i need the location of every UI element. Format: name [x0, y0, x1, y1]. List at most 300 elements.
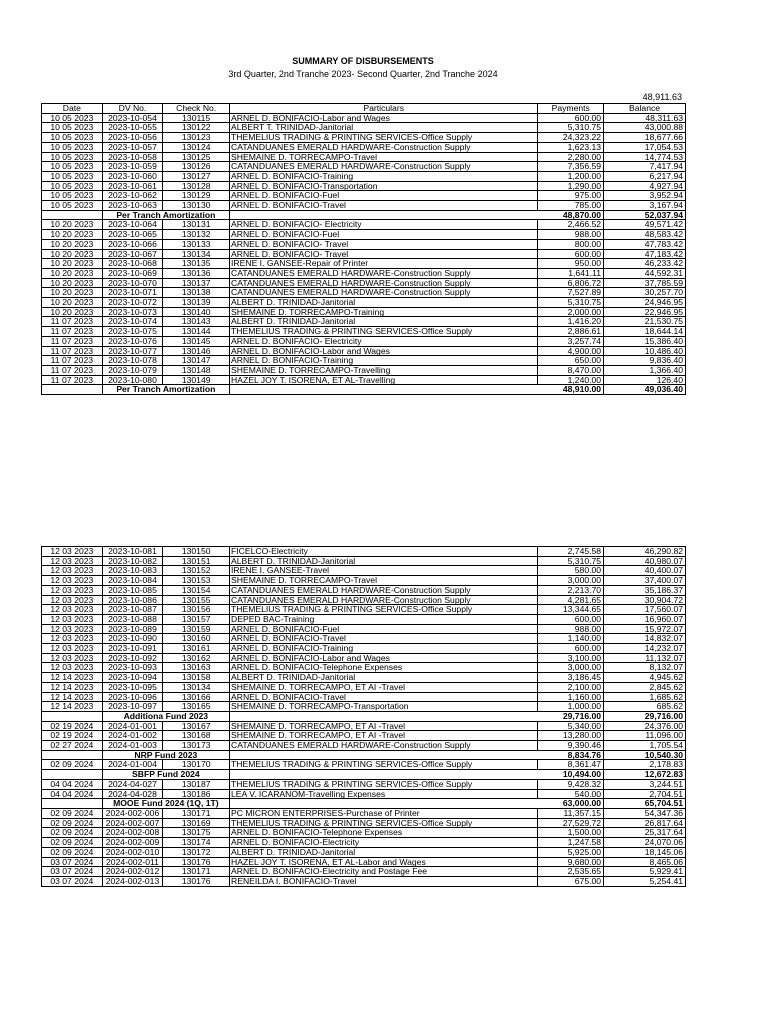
balance-cell: 26,817.64 [604, 818, 686, 828]
payment-cell: 9,428.32 [538, 779, 604, 789]
particulars-cell: ARNEL D. BONIFACIO-Travel [230, 634, 538, 644]
date-cell: 04 04 2024 [42, 779, 103, 789]
table-row [42, 220, 686, 230]
particulars-cell: ALBERT D. TRINIDAD-Janitorial [230, 847, 538, 857]
date-cell: 12 03 2023 [42, 624, 103, 634]
check-number-cell: 130154 [163, 585, 230, 595]
particulars-cell: FICELCO-Electricity [230, 547, 538, 557]
dv-number-cell: 2024-01-001 [102, 721, 163, 731]
table-row [42, 239, 686, 249]
balance-cell: 48,583.42 [604, 230, 686, 240]
check-number-cell: 130162 [163, 653, 230, 663]
check-number-cell: 130173 [163, 741, 230, 751]
particulars-cell: ARNEL D. BONIFACIO-Labor and Wages [230, 113, 538, 123]
table-row [42, 663, 686, 673]
date-cell: 10 20 2023 [42, 268, 103, 278]
balance-cell: 3,167.94 [604, 201, 686, 211]
balance-cell: 17,560.07 [604, 605, 686, 615]
balance-cell: 18,677.66 [604, 133, 686, 143]
date-cell: 12 14 2023 [42, 682, 103, 692]
check-number-cell: 130151 [163, 556, 230, 566]
date-cell: 12 14 2023 [42, 692, 103, 702]
balance-cell: 22,946.95 [604, 307, 686, 317]
empty-cell [42, 711, 103, 721]
date-cell: 12 03 2023 [42, 644, 103, 654]
dv-number-cell: 2023-10-083 [102, 566, 163, 576]
check-number-cell: 130128 [163, 181, 230, 191]
date-cell: 10 05 2023 [42, 162, 103, 172]
dv-number-cell: 2023-10-086 [102, 595, 163, 605]
particulars-cell: ALBERT D. TRINIDAD-Janitorial [230, 298, 538, 308]
particulars-cell: RENEILDA I. BONIFACIO-Travel [230, 876, 538, 886]
dv-number-cell: 2024-01-003 [102, 741, 163, 751]
dv-number-cell: 2023-10-064 [102, 220, 163, 230]
dv-number-cell: 2023-10-097 [102, 702, 163, 712]
balance-cell: 37,400.07 [604, 576, 686, 586]
table-row [42, 171, 686, 181]
check-number-cell: 130143 [163, 317, 230, 327]
particulars-cell: ARNEL D. BONIFACIO-Telephone Expenses [230, 828, 538, 838]
particulars-cell: ARNEL D. BONIFACIO-Training [230, 171, 538, 181]
date-cell: 02 09 2024 [42, 828, 103, 838]
date-cell: 12 03 2023 [42, 634, 103, 644]
check-number-cell: 130129 [163, 191, 230, 201]
particulars-cell: CATANDUANES EMERALD HARDWARE-Construction Supply [230, 162, 538, 172]
date-cell: 12 03 2023 [42, 595, 103, 605]
dv-number-cell: 2024-002-009 [102, 838, 163, 848]
dv-number-cell: 2023-10-060 [102, 171, 163, 181]
payment-cell: 3,257.74 [538, 336, 604, 346]
date-cell: 11 07 2023 [42, 375, 103, 385]
col-header-balance: Balance [604, 104, 686, 114]
summary-row [42, 385, 686, 395]
dv-number-cell: 2024-01-002 [102, 731, 163, 741]
check-number-cell: 130155 [163, 595, 230, 605]
date-cell: 12 03 2023 [42, 547, 103, 557]
table-row [42, 365, 686, 375]
payment-cell: 675.00 [538, 876, 604, 886]
dv-number-cell: 2023-10-085 [102, 585, 163, 595]
table-row [42, 838, 686, 848]
empty-cell [42, 750, 103, 760]
particulars-cell: SHEMAINE D. TORRECAMPO, ET AI -Travel [230, 721, 538, 731]
payment-cell: 2,886.61 [538, 327, 604, 337]
dv-number-cell: 2023-10-063 [102, 201, 163, 211]
report-title: SUMMARY OF DISBURSEMENTS [292, 56, 434, 66]
balance-cell: 2,704.51 [604, 789, 686, 799]
payment-cell: 2,213.70 [538, 585, 604, 595]
balance-cell: 18,644.14 [604, 327, 686, 337]
check-number-cell: 130139 [163, 298, 230, 308]
particulars-cell: SHEMAINE D. TORRECAMPO-Travel [230, 576, 538, 586]
particulars-cell: ARNEL D. BONIFACIO-Fuel [230, 624, 538, 634]
dv-number-cell: 2023-10-087 [102, 605, 163, 615]
check-number-cell: 130176 [163, 857, 230, 867]
date-cell: 12 03 2023 [42, 576, 103, 586]
dv-number-cell: 2024-002-006 [102, 808, 163, 818]
dv-number-cell: 2023-10-068 [102, 259, 163, 269]
table-row [42, 336, 686, 346]
table-row [42, 181, 686, 191]
balance-cell: 18,145.06 [604, 847, 686, 857]
table-row [42, 673, 686, 683]
balance-cell: 14,774.53 [604, 152, 686, 162]
balance-cell: 49,571.42 [604, 220, 686, 230]
table-row [42, 566, 686, 576]
table-row [42, 614, 686, 624]
particulars-cell: ALBERT D. TRINIDAD-Janitorial [230, 556, 538, 566]
balance-cell: 40,400.07 [604, 566, 686, 576]
check-number-cell: 130172 [163, 847, 230, 857]
payment-cell: 1,200.00 [538, 171, 604, 181]
check-number-cell: 130138 [163, 288, 230, 298]
check-number-cell: 130145 [163, 336, 230, 346]
table-row [42, 298, 686, 308]
check-number-cell: 130127 [163, 171, 230, 181]
balance-cell: 15,386.40 [604, 336, 686, 346]
payment-cell: 950.00 [538, 259, 604, 269]
summary-balance: 49,036.40 [604, 385, 686, 395]
dv-number-cell: 2023-10-069 [102, 268, 163, 278]
balance-cell: 1,366.40 [604, 365, 686, 375]
table-row [42, 644, 686, 654]
particulars-cell: THEMELIUS TRADING & PRINTING SERVICES-Office Supply [230, 779, 538, 789]
dv-number-cell: 2023-10-075 [102, 327, 163, 337]
table-row [42, 268, 686, 278]
balance-cell: 15,972.07 [604, 624, 686, 634]
table-row [42, 585, 686, 595]
col-header-payments: Payments [538, 104, 604, 114]
date-cell: 02 19 2024 [42, 721, 103, 731]
table-row [42, 152, 686, 162]
balance-cell: 3,952.94 [604, 191, 686, 201]
payment-cell: 7,356.59 [538, 162, 604, 172]
dv-number-cell: 2023-10-074 [102, 317, 163, 327]
check-number-cell: 130161 [163, 644, 230, 654]
dv-number-cell: 2023-10-084 [102, 576, 163, 586]
particulars-cell: ARNEL D. BONIFACIO-Telephone Expenses [230, 663, 538, 673]
payment-cell: 3,000.00 [538, 576, 604, 586]
payment-cell: 988.00 [538, 624, 604, 634]
check-number-cell: 130125 [163, 152, 230, 162]
particulars-cell: CATANDUANES EMERALD HARDWARE-Construction Supply [230, 288, 538, 298]
summary-label: Per Tranch Amortization [102, 385, 229, 395]
payment-cell: 540.00 [538, 789, 604, 799]
summary-amount: 8,834.76 [230, 750, 604, 760]
empty-cell [42, 210, 103, 220]
payment-cell: 600.00 [538, 614, 604, 624]
balance-cell: 46,290.82 [604, 547, 686, 557]
check-number-cell: 130174 [163, 838, 230, 848]
balance-cell: 14,232.07 [604, 644, 686, 654]
summary-amount: 10,494.00 [230, 770, 604, 780]
particulars-cell: IRENE I. GANSEE-Repair of Printer [230, 259, 538, 269]
summary-amount: 48,910.00 [230, 385, 604, 395]
date-cell: 11 07 2023 [42, 356, 103, 366]
payment-cell: 27,529.72 [538, 818, 604, 828]
check-number-cell: 130133 [163, 239, 230, 249]
particulars-cell: ALBERT D. TRINIDAD-Janitorial [230, 317, 538, 327]
check-number-cell: 130169 [163, 818, 230, 828]
check-number-cell: 130124 [163, 142, 230, 152]
balance-cell: 48,311.63 [604, 113, 686, 123]
dv-number-cell: 2023-10-058 [102, 152, 163, 162]
payment-cell: 800.00 [538, 239, 604, 249]
particulars-cell: ALBERT T. TRINIDAD-Janitorial [230, 123, 538, 133]
balance-cell: 126.40 [604, 375, 686, 385]
check-number-cell: 130187 [163, 779, 230, 789]
particulars-cell: SHEMAINE D. TORRECAMPO-Travelling [230, 365, 538, 375]
table-row [42, 634, 686, 644]
table-row [42, 278, 686, 288]
date-cell: 10 05 2023 [42, 171, 103, 181]
payment-cell: 2,745.58 [538, 547, 604, 557]
dv-number-cell: 2023-10-077 [102, 346, 163, 356]
balance-cell: 24,376.00 [604, 721, 686, 731]
dv-number-cell: 2023-10-078 [102, 356, 163, 366]
particulars-cell: PC MICRON ENTERPRISES-Purchase of Printer [230, 808, 538, 818]
dv-number-cell: 2023-10-059 [102, 162, 163, 172]
col-header-particulars: Particulars [230, 104, 538, 114]
payment-cell: 2,280.00 [538, 152, 604, 162]
particulars-cell: SHEMAINE D. TORRECAMPO, ET AI -Travel [230, 682, 538, 692]
particulars-cell: ARNEL D. BONIFACIO- Travel [230, 249, 538, 259]
check-number-cell: 130135 [163, 259, 230, 269]
empty-cell [42, 770, 103, 780]
summary-label: SBFP Fund 2024 [102, 770, 229, 780]
report-subtitle: 3rd Quarter, 2nd Tranche 2023- Second Quarter, 2nd Tranche 2024 [228, 69, 498, 79]
check-number-cell: 130165 [163, 702, 230, 712]
particulars-cell: SHEMAINE D. TORRECAMPO, ET AI -Travel [230, 731, 538, 741]
date-cell: 12 03 2023 [42, 663, 103, 673]
date-cell: 10 20 2023 [42, 298, 103, 308]
check-number-cell: 130126 [163, 162, 230, 172]
dv-number-cell: 2023-10-070 [102, 278, 163, 288]
date-cell: 10 05 2023 [42, 181, 103, 191]
particulars-cell: ARNEL D. BONIFACIO-Transportation [230, 181, 538, 191]
date-cell: 02 09 2024 [42, 808, 103, 818]
date-cell: 03 07 2024 [42, 867, 103, 877]
summary-row [42, 770, 686, 780]
empty-cell [42, 799, 103, 809]
payment-cell: 1,000.00 [538, 702, 604, 712]
payment-cell: 1,240.00 [538, 375, 604, 385]
date-cell: 10 05 2023 [42, 152, 103, 162]
check-number-cell: 130131 [163, 220, 230, 230]
col-header-date: Date [42, 104, 103, 114]
table-row [42, 307, 686, 317]
date-cell: 10 05 2023 [42, 113, 103, 123]
check-number-cell: 130147 [163, 356, 230, 366]
table-row [42, 259, 686, 269]
date-cell: 10 05 2023 [42, 133, 103, 143]
payment-cell: 600.00 [538, 644, 604, 654]
dv-number-cell: 2024-002-013 [102, 876, 163, 886]
payment-cell: 1,623.13 [538, 142, 604, 152]
payment-cell: 4,900.00 [538, 346, 604, 356]
table-row [42, 847, 686, 857]
date-cell: 10 20 2023 [42, 249, 103, 259]
date-cell: 10 20 2023 [42, 307, 103, 317]
payment-cell: 988.00 [538, 230, 604, 240]
particulars-cell: THEMELIUS TRADING & PRINTING SERVICES-Office Supply [230, 605, 538, 615]
table-row [42, 857, 686, 867]
summary-balance: 10,540.30 [604, 750, 686, 760]
payment-cell: 600.00 [538, 113, 604, 123]
particulars-cell: ARNEL D. BONIFACIO- Travel [230, 239, 538, 249]
table-row [42, 113, 686, 123]
check-number-cell: 130175 [163, 828, 230, 838]
balance-cell: 47,183.42 [604, 249, 686, 259]
date-cell: 12 03 2023 [42, 556, 103, 566]
table-row [42, 605, 686, 615]
summary-label: NRP Fund 2023 [102, 750, 229, 760]
check-number-cell: 130153 [163, 576, 230, 586]
summary-label: MOOE Fund 2024 (1Q, 1T) [102, 799, 229, 809]
opening-balance: 48,911.63 [642, 92, 682, 102]
dv-number-cell: 2023-10-079 [102, 365, 163, 375]
summary-row [42, 210, 686, 220]
payment-cell: 1,160.00 [538, 692, 604, 702]
disbursement-table-2 [41, 546, 686, 887]
empty-cell [42, 385, 103, 395]
dv-number-cell: 2023-10-066 [102, 239, 163, 249]
particulars-cell: ARNEL D. BONIFACIO-Electricity and Postage Fee [230, 867, 538, 877]
balance-cell: 47,783.42 [604, 239, 686, 249]
particulars-cell: ARNEL D. BONIFACIO-Training [230, 356, 538, 366]
payment-cell: 24,323.22 [538, 133, 604, 143]
check-number-cell: 130152 [163, 566, 230, 576]
particulars-cell: SHEMAINE D. TORRECAMPO-Travel [230, 152, 538, 162]
particulars-cell: ALBERT D. TRINIDAD-Janitorial [230, 673, 538, 683]
dv-number-cell: 2023-10-073 [102, 307, 163, 317]
balance-cell: 37,785.59 [604, 278, 686, 288]
date-cell: 10 05 2023 [42, 201, 103, 211]
payment-cell: 2,000.00 [538, 307, 604, 317]
check-number-cell: 130159 [163, 624, 230, 634]
check-number-cell: 130156 [163, 605, 230, 615]
date-cell: 11 07 2023 [42, 317, 103, 327]
balance-cell: 9,836.40 [604, 356, 686, 366]
summary-label: Per Tranch Amortization [102, 210, 229, 220]
table-row [42, 808, 686, 818]
table-row [42, 133, 686, 143]
payment-cell: 2,466.52 [538, 220, 604, 230]
particulars-cell: THEMELIUS TRADING & PRINTING SERVICES-Office Supply [230, 760, 538, 770]
date-cell: 10 20 2023 [42, 278, 103, 288]
particulars-cell: ARNEL D. BONIFACIO-Labor and Wages [230, 346, 538, 356]
table-row [42, 867, 686, 877]
payment-cell: 5,310.75 [538, 556, 604, 566]
check-number-cell: 130134 [163, 682, 230, 692]
dv-number-cell: 2024-002-008 [102, 828, 163, 838]
balance-cell: 46,233.42 [604, 259, 686, 269]
payment-cell: 8,470.00 [538, 365, 604, 375]
balance-cell: 17,054.53 [604, 142, 686, 152]
check-number-cell: 130148 [163, 365, 230, 375]
date-cell: 10 05 2023 [42, 123, 103, 133]
payment-cell: 2,535.65 [538, 867, 604, 877]
particulars-cell: HAZEL JOY T. ISORENA, ET AL-Labor and Wages [230, 857, 538, 867]
date-cell: 11 07 2023 [42, 336, 103, 346]
check-number-cell: 130163 [163, 663, 230, 673]
table-row [42, 702, 686, 712]
table-row [42, 818, 686, 828]
table-row [42, 142, 686, 152]
dv-number-cell: 2023-10-096 [102, 692, 163, 702]
particulars-cell: ARNEL D. BONIFACIO-Electricity [230, 838, 538, 848]
table-row [42, 624, 686, 634]
particulars-cell: ARNEL D. BONIFACIO- Electricity [230, 220, 538, 230]
particulars-cell: ARNEL D. BONIFACIO-Training [230, 644, 538, 654]
dv-number-cell: 2023-10-055 [102, 123, 163, 133]
table-header-row [42, 104, 686, 114]
balance-cell: 24,070.06 [604, 838, 686, 848]
table-row [42, 201, 686, 211]
table-row [42, 230, 686, 240]
payment-cell: 9,680.00 [538, 857, 604, 867]
dv-number-cell: 2024-04-027 [102, 779, 163, 789]
summary-amount: 29,716.00 [230, 711, 604, 721]
check-number-cell: 130158 [163, 673, 230, 683]
date-cell: 02 27 2024 [42, 741, 103, 751]
date-cell: 03 07 2024 [42, 857, 103, 867]
particulars-cell: HAZEL JOY T. ISORENA, ET AL-Travelling [230, 375, 538, 385]
table-row [42, 760, 686, 770]
dv-number-cell: 2024-04-028 [102, 789, 163, 799]
check-number-cell: 130122 [163, 123, 230, 133]
date-cell: 10 20 2023 [42, 220, 103, 230]
dv-number-cell: 2023-10-089 [102, 624, 163, 634]
dv-number-cell: 2023-10-071 [102, 288, 163, 298]
date-cell: 12 03 2023 [42, 566, 103, 576]
balance-cell: 16,960.07 [604, 614, 686, 624]
table-row [42, 547, 686, 557]
balance-cell: 30,257.70 [604, 288, 686, 298]
dv-number-cell: 2024-002-007 [102, 818, 163, 828]
balance-cell: 2,845.62 [604, 682, 686, 692]
balance-cell: 43,000.88 [604, 123, 686, 133]
particulars-cell: ARNEL D. BONIFACIO-Fuel [230, 230, 538, 240]
check-number-cell: 130130 [163, 201, 230, 211]
check-number-cell: 130140 [163, 307, 230, 317]
date-cell: 02 09 2024 [42, 818, 103, 828]
balance-cell: 35,186.37 [604, 585, 686, 595]
particulars-cell: ARNEL D. BONIFACIO-Fuel [230, 191, 538, 201]
balance-cell: 14,832.07 [604, 634, 686, 644]
summary-row [42, 799, 686, 809]
particulars-cell: SHEMAINE D. TORRECAMPO-Training [230, 307, 538, 317]
balance-cell: 5,929.41 [604, 867, 686, 877]
date-cell: 10 20 2023 [42, 288, 103, 298]
particulars-cell: CATANDUANES EMERALD HARDWARE-Construction Supply [230, 741, 538, 751]
particulars-cell: SHEMAINE D. TORRECAMPO-Transportation [230, 702, 538, 712]
check-number-cell: 130166 [163, 692, 230, 702]
check-number-cell: 130171 [163, 867, 230, 877]
payment-cell: 650.00 [538, 356, 604, 366]
col-header-check: Check No. [163, 104, 230, 114]
check-number-cell: 130144 [163, 327, 230, 337]
check-number-cell: 130137 [163, 278, 230, 288]
dv-number-cell: 2023-10-067 [102, 249, 163, 259]
date-cell: 12 03 2023 [42, 605, 103, 615]
particulars-cell: ARNEL D. BONIFACIO-Labor and Wages [230, 653, 538, 663]
balance-cell: 2,178.83 [604, 760, 686, 770]
balance-cell: 4,927.94 [604, 181, 686, 191]
date-cell: 04 04 2024 [42, 789, 103, 799]
balance-cell: 7,417.94 [604, 162, 686, 172]
balance-cell: 6,217.94 [604, 171, 686, 181]
